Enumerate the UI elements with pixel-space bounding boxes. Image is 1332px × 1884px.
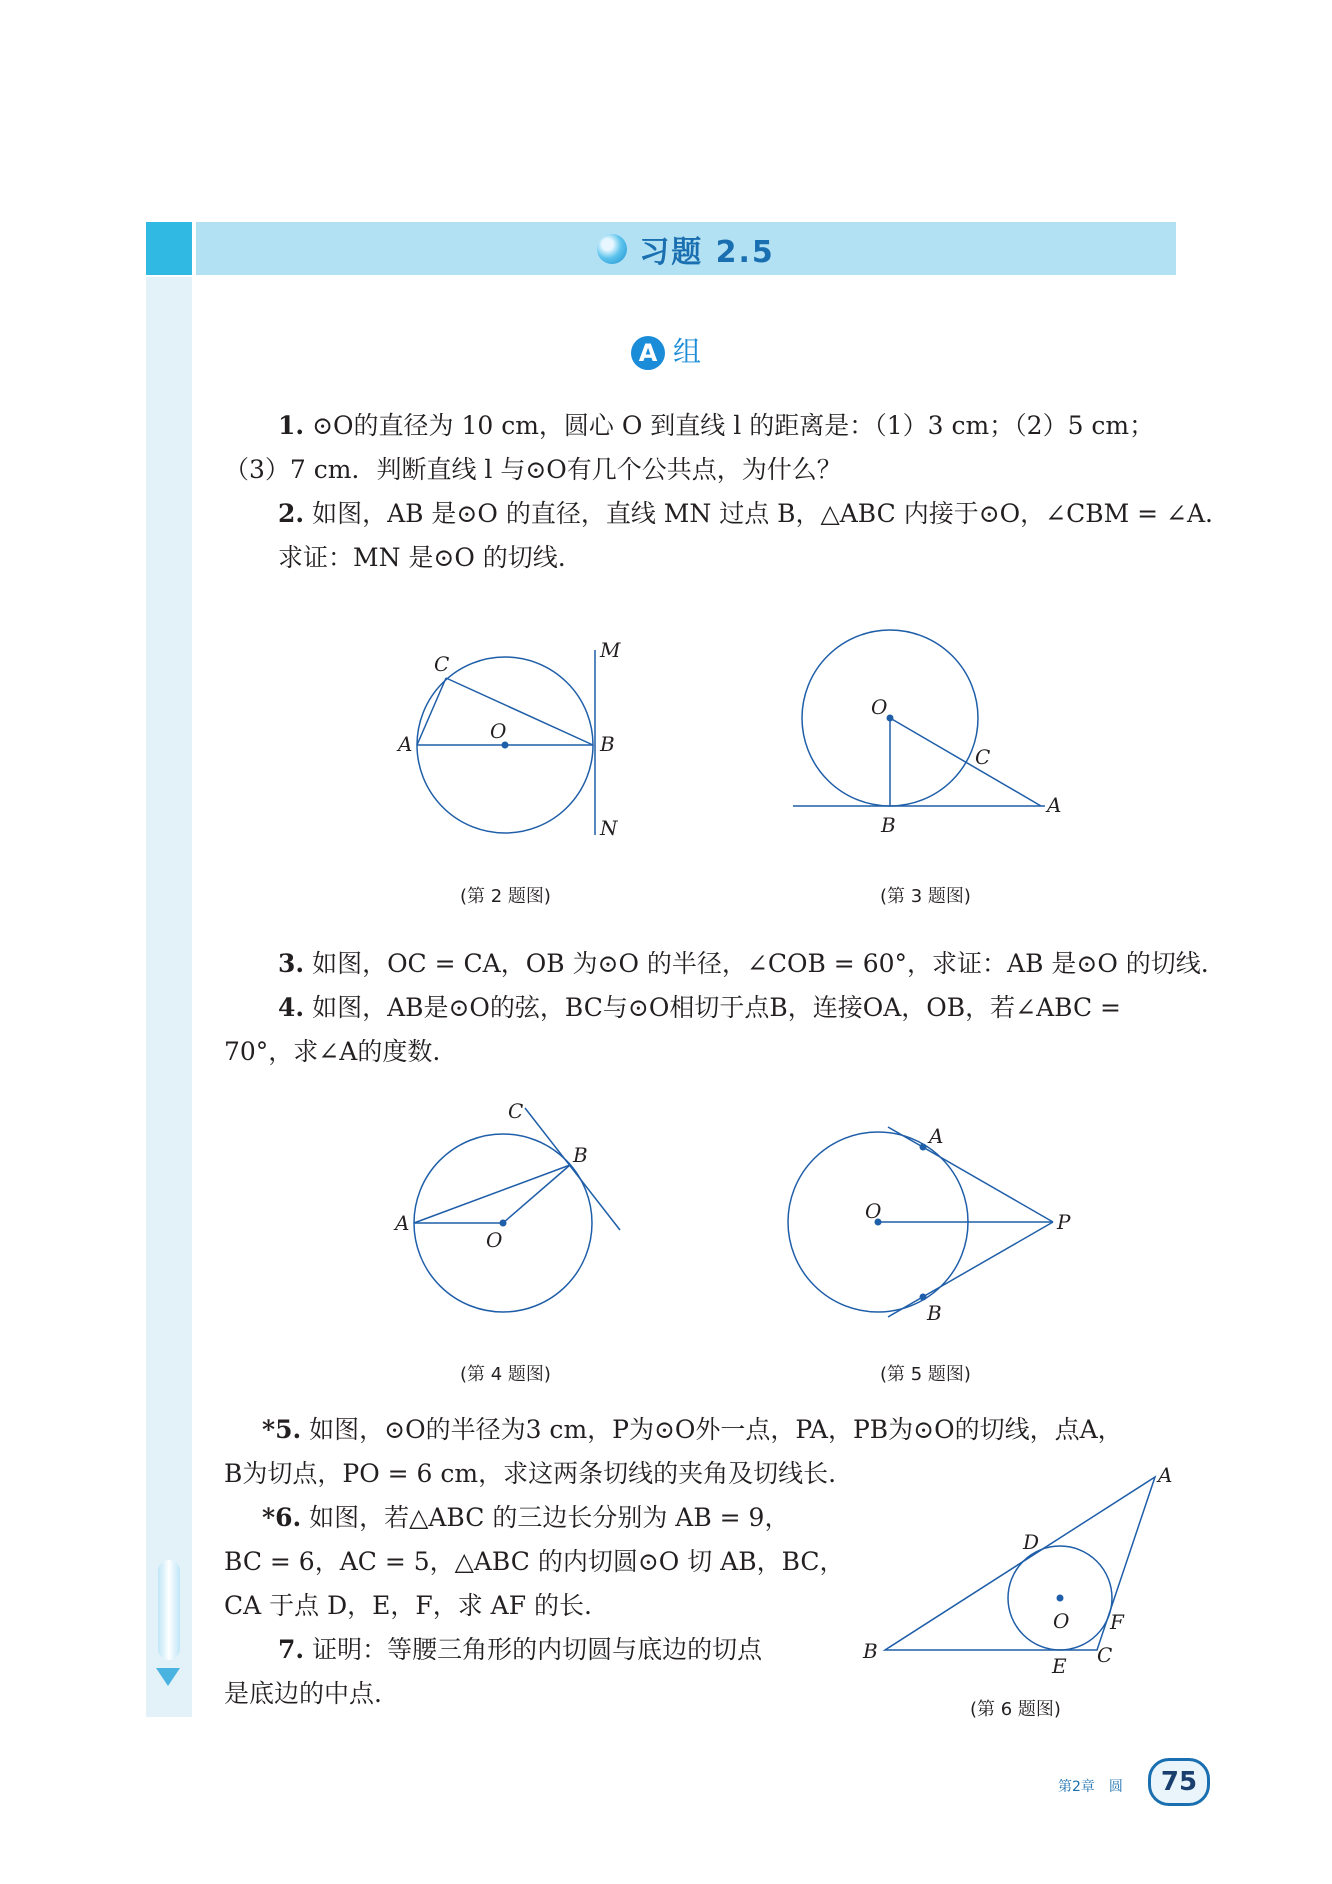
group-label: 组 [672,335,701,368]
fig3-label-o: O [871,695,888,719]
header-square [146,222,192,275]
problem-4-line-2: 70°，求∠A的度数. [224,1037,441,1066]
globe-icon [597,234,627,264]
fig4-chord-ab [414,1165,570,1223]
fig2-label-n: N [600,816,618,840]
fig4-label-o: O [486,1228,503,1252]
problem-2-line-1: 2. 如图，AB 是⊙O 的直径，直线 MN 过点 B，△ABC 内接于⊙O，∠CBM = ∠A. [278,499,1213,528]
fig2-label-b: B [600,732,615,756]
fig6-label-b: B [863,1639,878,1663]
exercise-title [196,222,1176,275]
problem-6-line-3: CA 于点 D，E，F，求 AF 的长. [224,1591,592,1620]
fig5-label-a: A [929,1124,944,1148]
figure-2-caption: (第 2 题图) [460,886,551,907]
problem-1-line-1: 1. ⊙O的直径为 10 cm，圆心 O 到直线 l 的距离是：（1）3 cm；（2）5 cm； [278,411,1155,440]
side-bar [146,277,192,1717]
problem-7-line-2: 是底边的中点. [224,1679,382,1708]
figure-5 [785,1110,1085,1330]
footer-chapter: 第2章 圆 [1058,1779,1123,1795]
fig2-chord-ca [417,678,446,745]
fig5-label-b: B [927,1301,942,1325]
problem-5-line-1: *5. 如图，⊙O的半径为3 cm，P为⊙O外一点，PA，PB为⊙O的切线，点A， [262,1415,1123,1444]
fig4-label-b: B [573,1143,588,1167]
fig3-label-a: A [1047,793,1062,817]
fig3-label-b: B [881,813,896,837]
fig5-label-p: P [1057,1210,1071,1234]
fig2-label-a: A [398,732,413,756]
fig4-label-c: C [508,1099,524,1123]
fig2-label-m: M [600,638,621,662]
problem-7-line-1: 7. 证明：等腰三角形的内切圆与底边的切点 [278,1635,763,1664]
problem-1-line-2: （3）7 cm．判断直线 l 与⊙O有几个公共点，为什么？ [224,455,842,484]
figure-4-caption: (第 4 题图) [460,1364,551,1385]
down-triangle-icon [156,1668,180,1686]
fig4-tangent-bc [525,1108,620,1230]
fig6-label-c: C [1097,1643,1113,1667]
group-letter-badge: A [631,336,665,370]
group-heading [0,330,1332,370]
figure-6-caption: (第 6 题图) [970,1699,1061,1720]
fig5-point-b [920,1294,927,1301]
fig6-label-a: A [1158,1463,1173,1487]
fig6-label-d: D [1023,1530,1040,1554]
fig6-label-f: F [1110,1610,1124,1634]
figure-6 [855,1455,1180,1675]
page-number: 75 [1148,1758,1210,1806]
fig6-label-o: O [1053,1609,1070,1633]
figure-4 [390,1090,640,1320]
problem-5-line-2: B为切点，PO = 6 cm，求这两条切线的夹角及切线长. [224,1459,837,1488]
fig2-label-o: O [490,719,507,743]
fig5-point-a [920,1144,927,1151]
fig5-tangent-pb [888,1222,1053,1317]
fig5-label-o: O [865,1199,882,1223]
figure-3 [785,622,1075,842]
problem-2-line-2: 求证：MN 是⊙O 的切线. [278,543,566,572]
fig4-label-a: A [395,1211,410,1235]
figure-5-caption: (第 5 题图) [880,1364,971,1385]
fig4-radius-ob [503,1165,570,1223]
scroll-thumb-decoration [158,1560,180,1660]
problem-3-line-1: 3. 如图，OC = CA，OB 为⊙O 的半径，∠COB = 60°，求证：AB 是⊙O 的切线. [278,949,1209,978]
fig3-center-point [887,715,894,722]
problem-6-line-2: BC = 6，AC = 5，△ABC 的内切圆⊙O 切 AB，BC， [224,1547,845,1576]
fig6-center-point [1057,1595,1064,1602]
fig2-label-c: C [434,652,450,676]
fig6-label-e: E [1052,1654,1067,1675]
exercise-title-text: 习题 2.5 [639,234,775,270]
fig3-segment-oa [890,718,1041,806]
problem-6-line-1: *6. 如图，若△ABC 的三边长分别为 AB = 9， [262,1503,790,1532]
fig3-label-c: C [975,745,991,769]
figure-3-caption: (第 3 题图) [880,886,971,907]
figure-2 [390,635,650,850]
problem-4-line-1: 4. 如图，AB是⊙O的弦，BC与⊙O相切于点B，连接OA，OB，若∠ABC = [278,993,1121,1022]
fig2-chord-cb [446,678,593,745]
fig4-center-point [500,1220,507,1227]
fig5-tangent-pa [888,1127,1053,1222]
